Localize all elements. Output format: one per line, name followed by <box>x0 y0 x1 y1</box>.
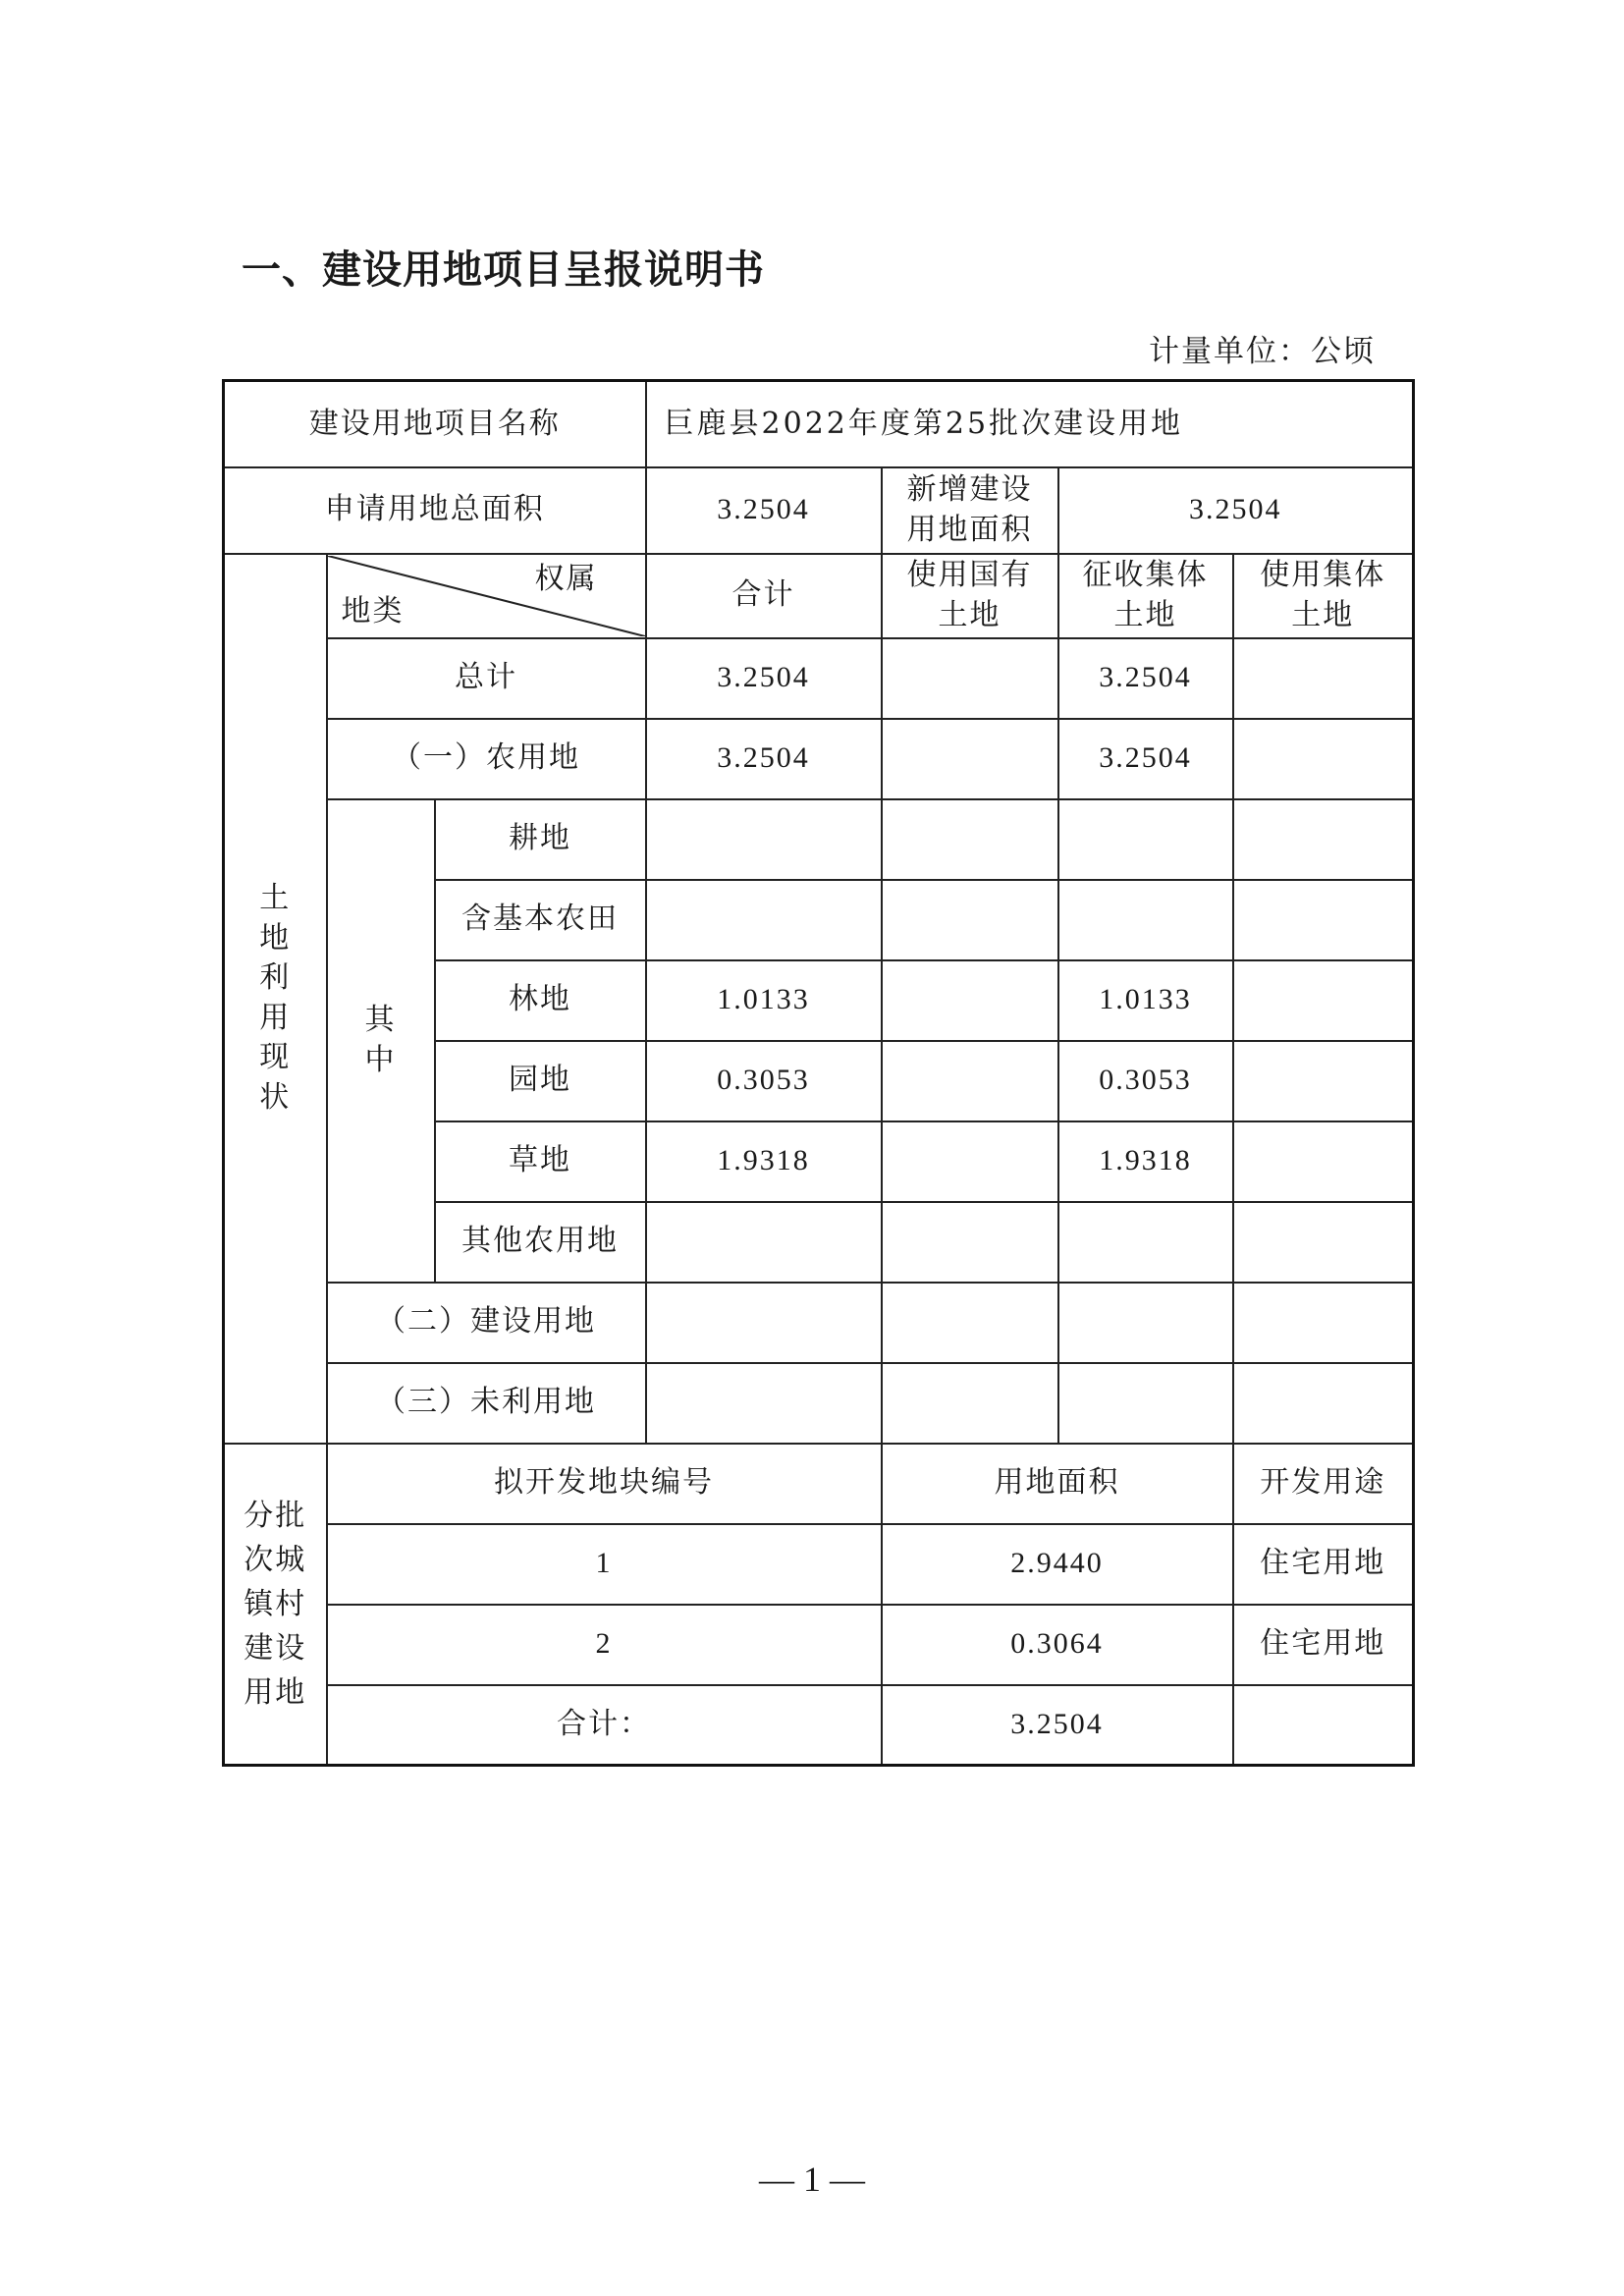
row-total <box>646 1283 882 1363</box>
row-state <box>882 1202 1058 1283</box>
row-state <box>882 719 1058 799</box>
row-label: （二）建设用地 <box>327 1283 646 1363</box>
table-row <box>224 719 1414 799</box>
row-state <box>882 960 1058 1041</box>
row-state <box>882 799 1058 880</box>
row-collect: 0.3053 <box>1058 1041 1233 1121</box>
table-row <box>224 1605 1414 1685</box>
new-area-value: 3.2504 <box>1058 467 1414 554</box>
row-use <box>1233 719 1414 799</box>
batch-total-area: 3.2504 <box>882 1685 1233 1766</box>
row-total: 0.3053 <box>646 1041 882 1121</box>
row-collect <box>1058 1202 1233 1283</box>
unit-label: 计量单位：公顷 <box>1149 334 1376 369</box>
row-collect: 3.2504 <box>1058 638 1233 719</box>
col-state-header: 使用国有 土地 <box>882 554 1058 638</box>
batch-total-label: 合计： <box>327 1685 882 1766</box>
row-use <box>1233 1283 1414 1363</box>
col-total-header: 合计 <box>646 554 882 638</box>
row-total: 1.9318 <box>646 1121 882 1202</box>
batch-section-label: 分批 次城 镇村 建设 用地 <box>224 1444 327 1766</box>
table-row <box>224 638 1414 719</box>
row-use <box>1233 880 1414 960</box>
row-state <box>882 1121 1058 1202</box>
row-use <box>1233 1363 1414 1444</box>
col-collect-header: 征收集体 土地 <box>1058 554 1233 638</box>
project-name-value: 巨鹿县2022年度第25批次建设用地 <box>646 381 1414 467</box>
table-row <box>224 799 1414 880</box>
ownership-header: 权属 <box>534 561 598 596</box>
plot-number: 1 <box>327 1524 882 1605</box>
row-use <box>1233 799 1414 880</box>
row-state <box>882 1041 1058 1121</box>
row-collect <box>1058 880 1233 960</box>
row-total <box>646 880 882 960</box>
row-label: 林地 <box>435 960 646 1041</box>
batch-header-plot-no: 拟开发地块编号 <box>327 1444 882 1524</box>
plot-area: 2.9440 <box>882 1524 1233 1605</box>
land-use-section-label: 土 地 利 用 现 状 <box>224 554 327 1444</box>
total-area-value: 3.2504 <box>646 467 882 554</box>
row-state <box>882 638 1058 719</box>
row-state <box>882 1363 1058 1444</box>
row-state <box>882 880 1058 960</box>
diagonal-header <box>327 554 646 638</box>
row-use <box>1233 1041 1414 1121</box>
table-row <box>224 1524 1414 1605</box>
row-label: （三）未利用地 <box>327 1363 646 1444</box>
total-area-label: 申请用地总面积 <box>224 467 646 554</box>
row-label: 总计 <box>327 638 646 719</box>
row-total: 1.0133 <box>646 960 882 1041</box>
batch-header-purpose: 开发用途 <box>1233 1444 1414 1524</box>
page-heading: 一、建设用地项目呈报说明书 <box>242 247 765 293</box>
plot-purpose: 住宅用地 <box>1233 1605 1414 1685</box>
row-total: 3.2504 <box>646 719 882 799</box>
row-total <box>646 1363 882 1444</box>
table-row <box>224 1283 1414 1363</box>
row-label: 耕地 <box>435 799 646 880</box>
qizhong-label: 其 中 <box>327 799 435 1283</box>
row-collect <box>1058 1363 1233 1444</box>
batch-header-area: 用地面积 <box>882 1444 1233 1524</box>
row-collect <box>1058 799 1233 880</box>
row-total <box>646 799 882 880</box>
row-collect <box>1058 1283 1233 1363</box>
row-label: 含基本农田 <box>435 880 646 960</box>
row-total <box>646 1202 882 1283</box>
page-number: — 1 — <box>759 2159 865 2199</box>
plot-purpose: 住宅用地 <box>1233 1524 1414 1605</box>
row-label: 草地 <box>435 1121 646 1202</box>
row-use <box>1233 638 1414 719</box>
row-state <box>882 1283 1058 1363</box>
row-use <box>1233 960 1414 1041</box>
row-collect: 3.2504 <box>1058 719 1233 799</box>
batch-total-purpose <box>1233 1685 1414 1766</box>
row-label: 其他农用地 <box>435 1202 646 1283</box>
plot-number: 2 <box>327 1605 882 1685</box>
row-use <box>1233 1202 1414 1283</box>
row-collect: 1.9318 <box>1058 1121 1233 1202</box>
row-total: 3.2504 <box>646 638 882 719</box>
land-class-header: 地类 <box>341 594 405 629</box>
table-row <box>224 1685 1414 1766</box>
row-use <box>1233 1121 1414 1202</box>
plot-area: 0.3064 <box>882 1605 1233 1685</box>
row-label: 园地 <box>435 1041 646 1121</box>
table-row <box>224 1363 1414 1444</box>
col-use-header: 使用集体 土地 <box>1233 554 1414 638</box>
land-use-table <box>222 379 1415 1767</box>
row-label: （一）农用地 <box>327 719 646 799</box>
project-name-label: 建设用地项目名称 <box>224 381 646 467</box>
new-area-label: 新增建设 用地面积 <box>882 467 1058 554</box>
row-collect: 1.0133 <box>1058 960 1233 1041</box>
